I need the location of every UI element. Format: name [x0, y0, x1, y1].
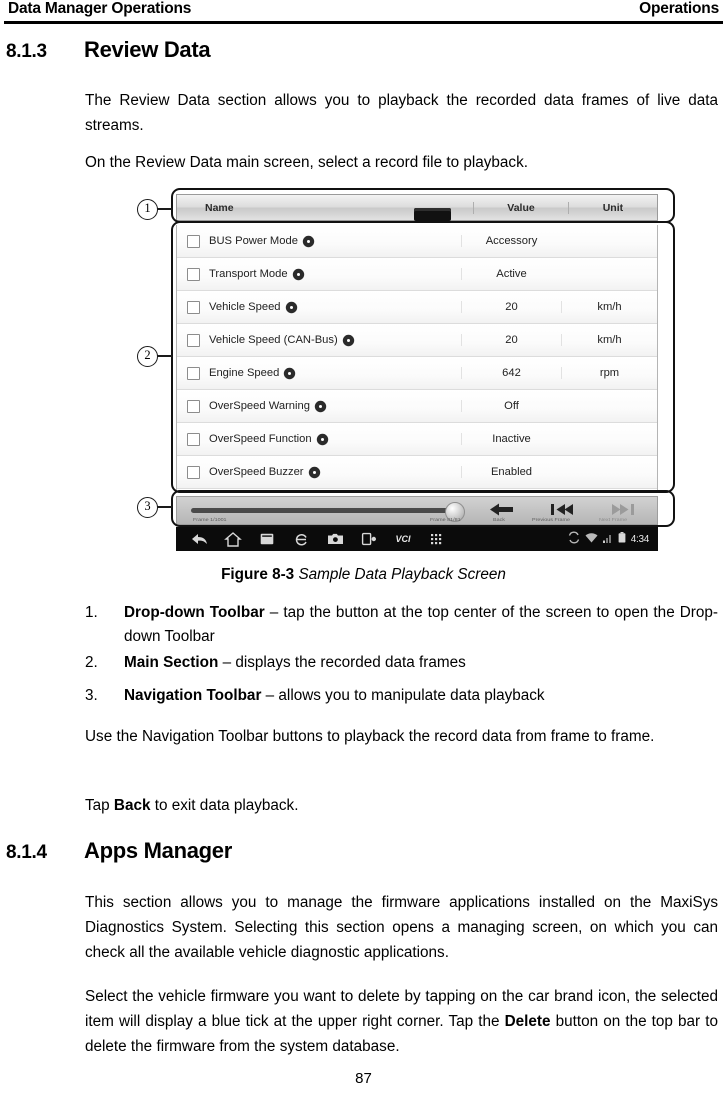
- list-desc: – displays the recorded data frames: [218, 654, 466, 671]
- table-row[interactable]: [177, 423, 657, 456]
- paragraph-intro-2: On the Review Data main screen, select a record file to playback.: [85, 154, 528, 171]
- row-checkbox[interactable]: [187, 433, 200, 446]
- running-head-left: Data Manager Operations: [8, 0, 192, 17]
- callout-1: 1: [137, 199, 158, 220]
- figure-caption-title: Sample Data Playback Screen: [298, 566, 506, 583]
- navigation-toolbar[interactable]: [176, 496, 658, 525]
- clock-label: 4:34: [630, 533, 649, 545]
- slider-left-label: Frame 1/1001: [193, 517, 227, 523]
- row-unit-cell: rpm: [561, 367, 657, 379]
- page-number: 87: [355, 1070, 372, 1087]
- row-name-cell: [177, 400, 461, 413]
- paragraph-after-list: Use the Navigation Toolbar buttons to playback the record data from frame to frame.: [85, 728, 655, 745]
- tap-back-post: to exit data playback.: [150, 797, 299, 814]
- row-name-label: OverSpeed Buzzer: [209, 466, 304, 478]
- battery-icon: [618, 530, 626, 548]
- tablet-screen: [168, 187, 666, 554]
- row-name-label: OverSpeed Function: [209, 433, 312, 445]
- running-head-right: Operations: [639, 0, 719, 17]
- row-name-label: BUS Power Mode: [209, 235, 298, 247]
- list-desc: – tap the button at the top center of the screen to open the Drop-down Toolbar: [124, 604, 718, 645]
- gear-icon[interactable]: [344, 336, 353, 345]
- apps-grid-icon[interactable]: [420, 534, 454, 545]
- callout-3: 3: [137, 497, 158, 518]
- list-term: Drop-down Toolbar: [124, 604, 265, 621]
- gear-icon[interactable]: [318, 435, 327, 444]
- list-body: [124, 684, 718, 708]
- row-checkbox[interactable]: [187, 334, 200, 347]
- callout-2-leader: [156, 355, 172, 357]
- list-desc: – allows you to manipulate data playback: [261, 687, 545, 704]
- row-value-cell: Active: [461, 268, 561, 280]
- row-name-cell: [177, 466, 461, 479]
- row-unit-cell: km/h: [561, 301, 657, 313]
- table-row[interactable]: [177, 390, 657, 423]
- column-header-unit: Unit: [568, 202, 657, 214]
- table-row[interactable]: [177, 324, 657, 357]
- callout-3-leader: [156, 506, 172, 508]
- slider-right-label: Frame 81/81: [430, 517, 461, 523]
- callout-1-leader: [156, 208, 172, 210]
- next-frame-label: Next Frame: [599, 517, 628, 523]
- row-checkbox[interactable]: [187, 400, 200, 413]
- table-row[interactable]: [177, 258, 657, 291]
- next-frame-button[interactable]: [601, 501, 645, 517]
- table-row[interactable]: [177, 225, 657, 258]
- row-value-cell: Accessory: [461, 235, 561, 247]
- playback-slider-track[interactable]: [191, 508, 464, 513]
- row-name-label: OverSpeed Warning: [209, 400, 310, 412]
- row-name-cell: [177, 301, 461, 314]
- gear-icon[interactable]: [294, 270, 303, 279]
- row-name-cell: [177, 433, 461, 446]
- row-value-cell: 20: [461, 334, 561, 346]
- column-header-value: Value: [473, 202, 568, 214]
- status-area: [568, 530, 658, 548]
- signal-icon: [603, 530, 613, 548]
- list-marker: 3.: [85, 687, 98, 704]
- paragraph-intro-1: The Review Data section allows you to playback the recorded data frames of live data streams.: [85, 92, 718, 134]
- list-item: [85, 651, 718, 675]
- row-unit-cell: km/h: [561, 334, 657, 346]
- header-rule: [4, 21, 723, 24]
- row-value-cell: Inactive: [461, 433, 561, 445]
- paragraph-apps-1: This section allows you to manage the firmware applications installed on the MaxiSys Diagnostics System. Selecting this section opens a managing screen, on which you can check all the available vehicle diagnostic applications.: [85, 894, 718, 961]
- running-head: [8, 0, 719, 22]
- screenshot-icon[interactable]: [352, 533, 386, 545]
- row-name-cell: [177, 334, 461, 347]
- android-back-icon[interactable]: [182, 533, 216, 545]
- row-name-label: Vehicle Speed (CAN-Bus): [209, 334, 338, 346]
- browser-icon[interactable]: [284, 533, 318, 546]
- vci-label[interactable]: VCI: [395, 534, 411, 544]
- tap-back-bold: Back: [113, 797, 151, 814]
- camera-icon[interactable]: [318, 533, 352, 545]
- section-title: Apps Manager: [84, 838, 232, 863]
- apps2-pre: Select the vehicle firmware you want to delete by tapping on the car brand icon, the selected item will display a blue tick at the upper right corner. Tap the: [85, 988, 718, 1030]
- list-item: [85, 601, 718, 649]
- tap-back-pre: Tap: [85, 797, 114, 814]
- row-name-label: Engine Speed: [209, 367, 280, 379]
- previous-frame-button[interactable]: [540, 501, 584, 517]
- android-home-icon[interactable]: [216, 533, 250, 546]
- gear-icon[interactable]: [304, 237, 313, 246]
- row-checkbox[interactable]: [187, 367, 200, 380]
- sync-icon: [568, 530, 580, 548]
- section-heading-apps-manager: [6, 838, 721, 864]
- dropdown-toolbar-handle[interactable]: [414, 208, 451, 221]
- table-row[interactable]: [177, 357, 657, 390]
- gear-icon[interactable]: [316, 402, 325, 411]
- section-number: 8.1.4: [6, 842, 47, 863]
- section-heading-review-data: [6, 37, 721, 63]
- gear-icon[interactable]: [285, 369, 294, 378]
- column-header-name-label: Name: [205, 201, 234, 214]
- paragraph-tap-back: [85, 793, 718, 818]
- row-checkbox[interactable]: [187, 301, 200, 314]
- back-button[interactable]: [480, 501, 524, 517]
- row-name-cell: [177, 268, 461, 281]
- list-marker: 2.: [85, 654, 98, 671]
- gear-icon[interactable]: [310, 468, 319, 477]
- row-name-label: Transport Mode: [209, 268, 288, 280]
- row-value-cell: Off: [461, 400, 561, 412]
- row-value-cell: Enabled: [461, 466, 561, 478]
- android-recents-icon[interactable]: [250, 533, 284, 545]
- figure-sample-data-playback-screen: [131, 183, 676, 558]
- table-row[interactable]: [177, 291, 657, 324]
- previous-frame-icon: [550, 503, 574, 516]
- list-item: [85, 684, 718, 708]
- next-frame-icon: [611, 503, 635, 516]
- row-value-cell: 20: [461, 301, 561, 313]
- section-title: Review Data: [84, 37, 211, 62]
- row-checkbox[interactable]: [187, 235, 200, 248]
- gear-icon[interactable]: [287, 303, 296, 312]
- apps2-bold: Delete: [504, 1013, 551, 1030]
- table-header-row: [176, 194, 658, 221]
- list-term: Navigation Toolbar: [124, 687, 262, 704]
- wifi-icon: [585, 530, 598, 548]
- row-name-label: Vehicle Speed: [209, 301, 281, 313]
- main-section-data-list[interactable]: [176, 225, 658, 491]
- column-header-name: [177, 202, 473, 214]
- apps2-post: button on the top bar to delete the firmware from the system database.: [85, 1013, 718, 1055]
- row-checkbox[interactable]: [187, 268, 200, 281]
- callout-2: 2: [137, 346, 158, 367]
- list-marker: 1.: [85, 604, 98, 621]
- android-system-bar: [176, 527, 658, 551]
- table-row[interactable]: [177, 456, 657, 489]
- row-name-cell: [177, 235, 461, 248]
- row-checkbox[interactable]: [187, 466, 200, 479]
- back-arrow-icon: [490, 503, 514, 516]
- section-number: 8.1.3: [6, 41, 47, 62]
- list-body: [124, 601, 718, 649]
- paragraph-apps-2: [85, 984, 718, 1059]
- figure-caption: [0, 566, 727, 584]
- list-body: [124, 651, 718, 675]
- row-value-cell: 642: [461, 367, 561, 379]
- back-label: Back: [493, 517, 505, 523]
- figure-caption-label: Figure 8-3: [221, 566, 295, 583]
- list-term: Main Section: [124, 654, 219, 671]
- previous-frame-label: Previous Frame: [532, 517, 571, 523]
- row-name-cell: [177, 367, 461, 380]
